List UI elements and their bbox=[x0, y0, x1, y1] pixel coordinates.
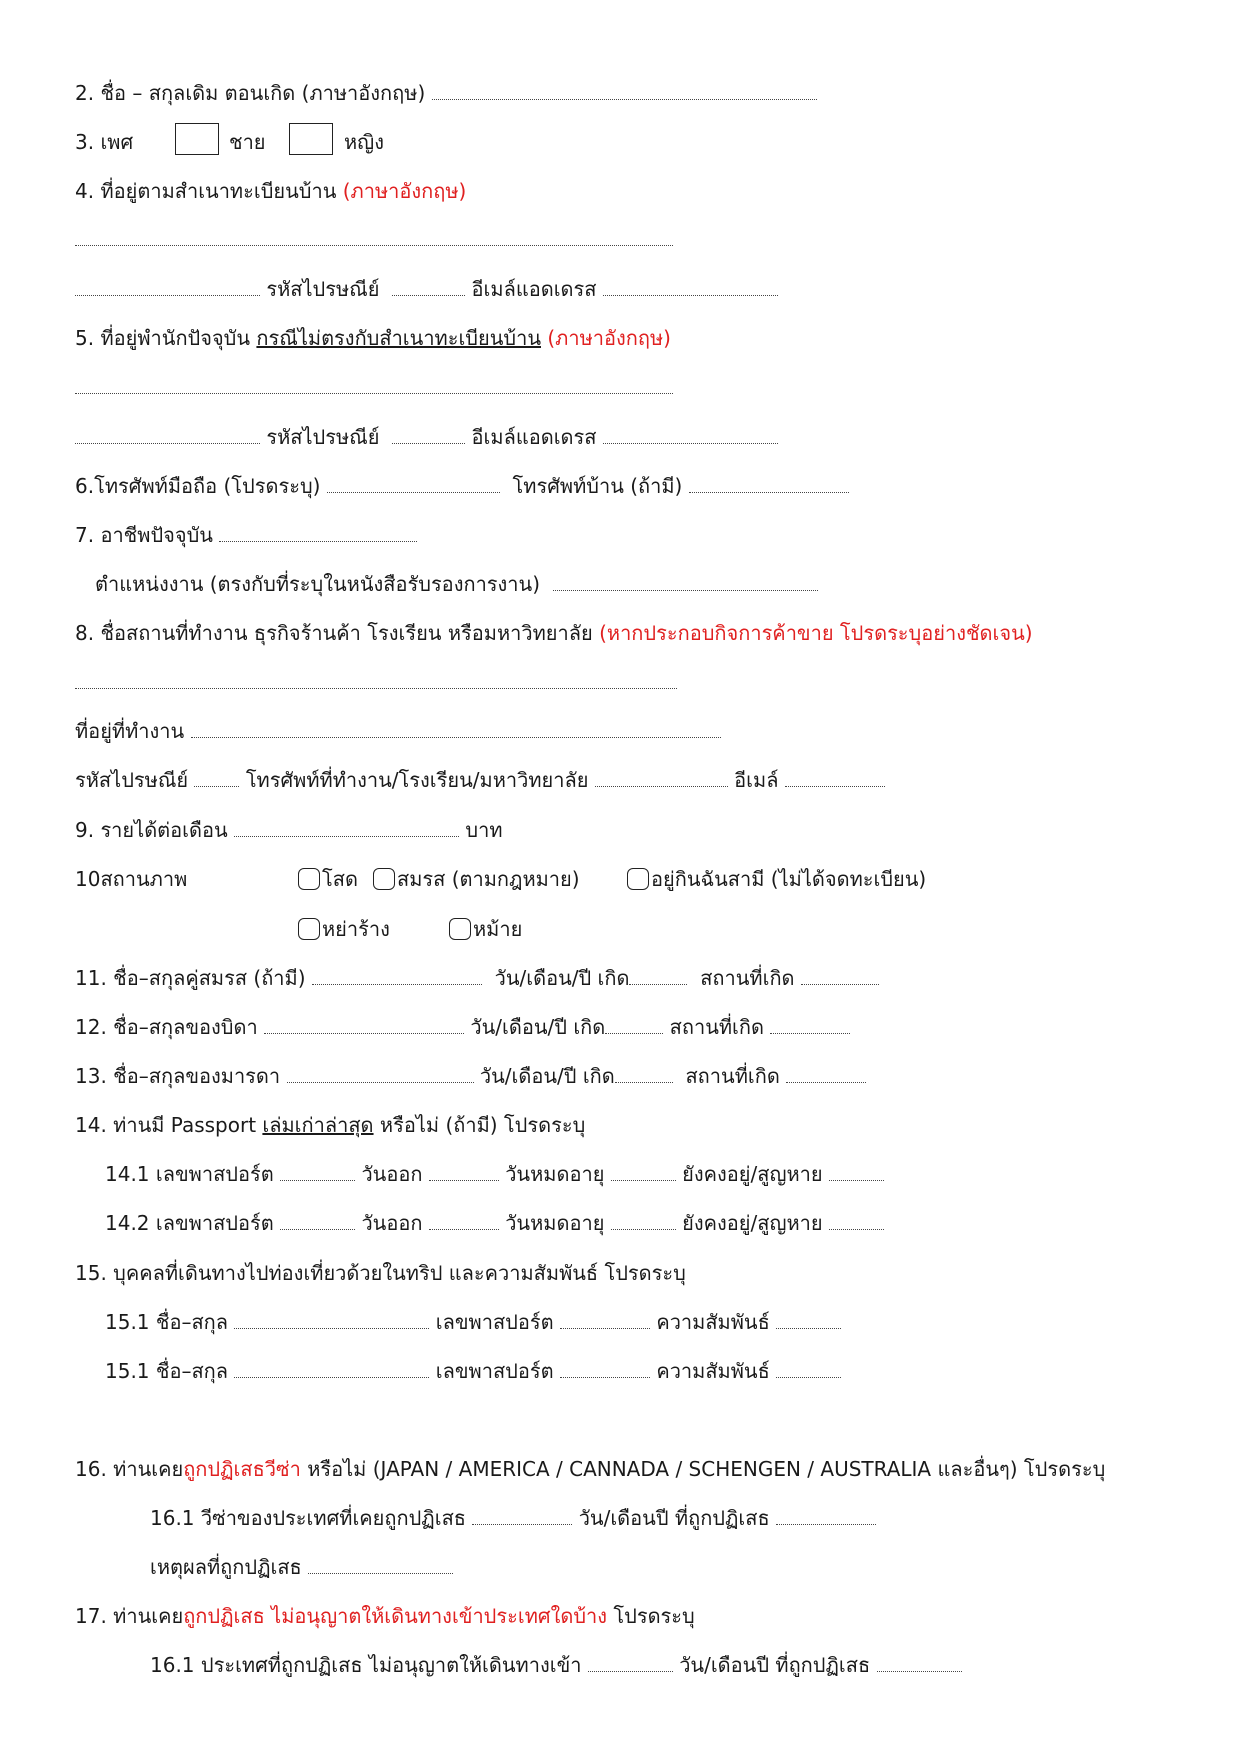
fill-line[interactable] bbox=[432, 83, 817, 100]
status-widowed[interactable]: หม้าย bbox=[449, 916, 522, 942]
fill-line[interactable] bbox=[603, 279, 778, 296]
status-married[interactable]: สมรส (ตามกฎหมาย) bbox=[373, 866, 580, 892]
fill-line[interactable] bbox=[234, 1361, 429, 1378]
fill-line[interactable] bbox=[877, 1655, 962, 1672]
workplace-line bbox=[75, 669, 677, 695]
fill-line[interactable] bbox=[327, 476, 500, 493]
fill-line[interactable] bbox=[219, 525, 417, 542]
fill-line[interactable] bbox=[429, 1213, 499, 1230]
field-6: 6.โทรศัพท์มือถือ (โปรดระบุ) โทรศัพท์บ้าน (ถ้ามี) bbox=[75, 473, 849, 499]
fill-line[interactable] bbox=[615, 1066, 673, 1083]
field-7-position: ตำแหน่งงาน (ตรงกับที่ระบุในหนังสือรับรองการงาน) bbox=[95, 571, 818, 597]
fill-line[interactable] bbox=[605, 1017, 663, 1034]
fill-line[interactable] bbox=[629, 968, 687, 985]
fill-line[interactable] bbox=[588, 1655, 673, 1672]
field-9: 9. รายได้ต่อเดือน บาท bbox=[75, 818, 503, 842]
visa-refusal-reason: เหตุผลที่ถูกปฏิเสธ bbox=[150, 1554, 453, 1580]
single-checkbox[interactable] bbox=[298, 868, 320, 890]
fill-line[interactable] bbox=[801, 968, 879, 985]
male-label: ชาย bbox=[229, 130, 266, 154]
fill-line[interactable] bbox=[75, 229, 673, 246]
fill-line[interactable] bbox=[560, 1361, 650, 1378]
fill-line[interactable] bbox=[829, 1164, 884, 1181]
fill-line[interactable] bbox=[689, 476, 849, 493]
fill-line[interactable] bbox=[191, 721, 721, 738]
fill-line[interactable] bbox=[308, 1557, 453, 1574]
companion-row-2: 15.1 ชื่อ–สกุล เลขพาสปอร์ต ความสัมพันธ์ bbox=[105, 1358, 841, 1384]
female-checkbox[interactable] bbox=[289, 123, 333, 155]
fill-line[interactable] bbox=[553, 574, 818, 591]
fill-line[interactable] bbox=[392, 427, 465, 444]
fill-line[interactable] bbox=[786, 1066, 866, 1083]
fill-line[interactable] bbox=[776, 1361, 841, 1378]
field-4: 4. ที่อยู่ตามสำเนาทะเบียนบ้าน (ภาษาอังกฤษ) bbox=[75, 179, 467, 203]
companion-row-1: 15.1 ชื่อ–สกุล เลขพาสปอร์ต ความสัมพันธ์ bbox=[105, 1309, 841, 1335]
fill-line[interactable] bbox=[603, 427, 778, 444]
fill-line[interactable] bbox=[785, 770, 885, 787]
fill-line[interactable] bbox=[75, 279, 260, 296]
fill-line[interactable] bbox=[770, 1017, 850, 1034]
widowed-checkbox[interactable] bbox=[449, 918, 471, 940]
field-17: 17. ท่านเคยถูกปฏิเสธ ไม่อนุญาตให้เดินทางเข้าประเทศใดบ้าง โปรดระบุ bbox=[75, 1604, 695, 1628]
fill-line[interactable] bbox=[234, 820, 459, 837]
fill-line[interactable] bbox=[280, 1213, 355, 1230]
fill-line[interactable] bbox=[75, 377, 673, 394]
fill-line[interactable] bbox=[611, 1213, 676, 1230]
field-3-label: 3. เพศ bbox=[75, 130, 134, 154]
field-10-label: 10สถานภาพ bbox=[75, 867, 188, 891]
fill-line[interactable] bbox=[194, 770, 239, 787]
status-single[interactable]: โสด bbox=[298, 866, 358, 892]
male-checkbox[interactable] bbox=[175, 123, 219, 155]
married-checkbox[interactable] bbox=[373, 868, 395, 890]
passport-row-2: 14.2 เลขพาสปอร์ต วันออก วันหมดอายุ ยังคงอยู่/สูญหาย bbox=[105, 1210, 884, 1236]
fill-line[interactable] bbox=[280, 1164, 355, 1181]
field-5: 5. ที่อยู่พำนักปัจจุบัน กรณีไม่ตรงกับสำเนาทะเบียนบ้าน (ภาษาอังกฤษ) bbox=[75, 326, 671, 350]
fill-line[interactable] bbox=[829, 1213, 884, 1230]
field-8: 8. ชื่อสถานที่ทำงาน ธุรกิจร้านค้า โรงเรียน หรือมหาวิทยาลัย (หากประกอบกิจการค้าขาย โปรดระบุอย่างชัดเจน) bbox=[75, 621, 1033, 645]
field-16: 16. ท่านเคยถูกปฏิเสธวีซ่า หรือไม่ (JAPAN / AMERICA / CANNADA / SCHENGEN / AUSTRALIA และอื่นๆ) โปรดระบุ bbox=[75, 1457, 1106, 1481]
field-14: 14. ท่านมี Passport เล่มเก่าล่าสุด หรือไม่ (ถ้ามี) โปรดระบุ bbox=[75, 1113, 586, 1137]
field-12: 12. ชื่อ–สกุลของบิดา วัน/เดือน/ปี เกิด สถานที่เกิด bbox=[75, 1014, 850, 1040]
address-line-2: รหัสไปรษณีย์ อีเมล์แอดเดรส bbox=[75, 276, 778, 302]
address-line-1 bbox=[75, 226, 673, 252]
fill-line[interactable] bbox=[776, 1312, 841, 1329]
status-cohabit[interactable]: อยู่กินฉันสามี (ไม่ได้จดทะเบียน) bbox=[627, 866, 926, 892]
fill-line[interactable] bbox=[287, 1066, 474, 1083]
fill-line[interactable] bbox=[429, 1164, 499, 1181]
fill-line[interactable] bbox=[611, 1164, 676, 1181]
entry-refusal-row: 16.1 ประเทศที่ถูกปฏิเสธ ไม่อนุญาตให้เดินทางเข้า วัน/เดือนปี ที่ถูกปฏิเสธ bbox=[150, 1652, 962, 1678]
field-15: 15. บุคคลที่เดินทางไปท่องเที่ยวด้วยในทริป และความสัมพันธ์ โปรดระบุ bbox=[75, 1261, 686, 1285]
status-divorced[interactable]: หย่าร้าง bbox=[298, 916, 390, 942]
field-2: 2. ชื่อ – สกุลเดิม ตอนเกิด (ภาษาอังกฤษ) bbox=[75, 80, 817, 106]
work-address: ที่อยู่ที่ทำงาน bbox=[75, 718, 721, 744]
fill-line[interactable] bbox=[234, 1312, 429, 1329]
current-address-line-2: รหัสไปรษณีย์ อีเมล์แอดเดรส bbox=[75, 424, 778, 450]
passport-row-1: 14.1 เลขพาสปอร์ต วันออก วันหมดอายุ ยังคงอยู่/สูญหาย bbox=[105, 1161, 884, 1187]
fill-line[interactable] bbox=[312, 968, 482, 985]
divorced-checkbox[interactable] bbox=[298, 918, 320, 940]
fill-line[interactable] bbox=[75, 672, 677, 689]
work-contact: รหัสไปรษณีย์ โทรศัพท์ที่ทำงาน/โรงเรียน/มหาวิทยาลัย อีเมล์ bbox=[75, 767, 885, 793]
field-11: 11. ชื่อ–สกุลคู่สมรส (ถ้ามี) วัน/เดือน/ปี เกิด สถานที่เกิด bbox=[75, 965, 879, 991]
field-13: 13. ชื่อ–สกุลของมารดา วัน/เดือน/ปี เกิด สถานที่เกิด bbox=[75, 1063, 866, 1089]
fill-line[interactable] bbox=[560, 1312, 650, 1329]
fill-line[interactable] bbox=[776, 1508, 876, 1525]
fill-line[interactable] bbox=[595, 770, 728, 787]
field-7: 7. อาชีพปัจจุบัน bbox=[75, 522, 417, 548]
current-address-line-1 bbox=[75, 374, 673, 400]
fill-line[interactable] bbox=[392, 279, 465, 296]
visa-refusal-row: 16.1 วีซ่าของประเทศที่เคยถูกปฏิเสธ วัน/เดือนปี ที่ถูกปฏิเสธ bbox=[150, 1505, 876, 1531]
fill-line[interactable] bbox=[264, 1017, 464, 1034]
cohabit-checkbox[interactable] bbox=[627, 868, 649, 890]
fill-line[interactable] bbox=[472, 1508, 572, 1525]
female-label: หญิง bbox=[344, 130, 384, 154]
fill-line[interactable] bbox=[75, 427, 260, 444]
